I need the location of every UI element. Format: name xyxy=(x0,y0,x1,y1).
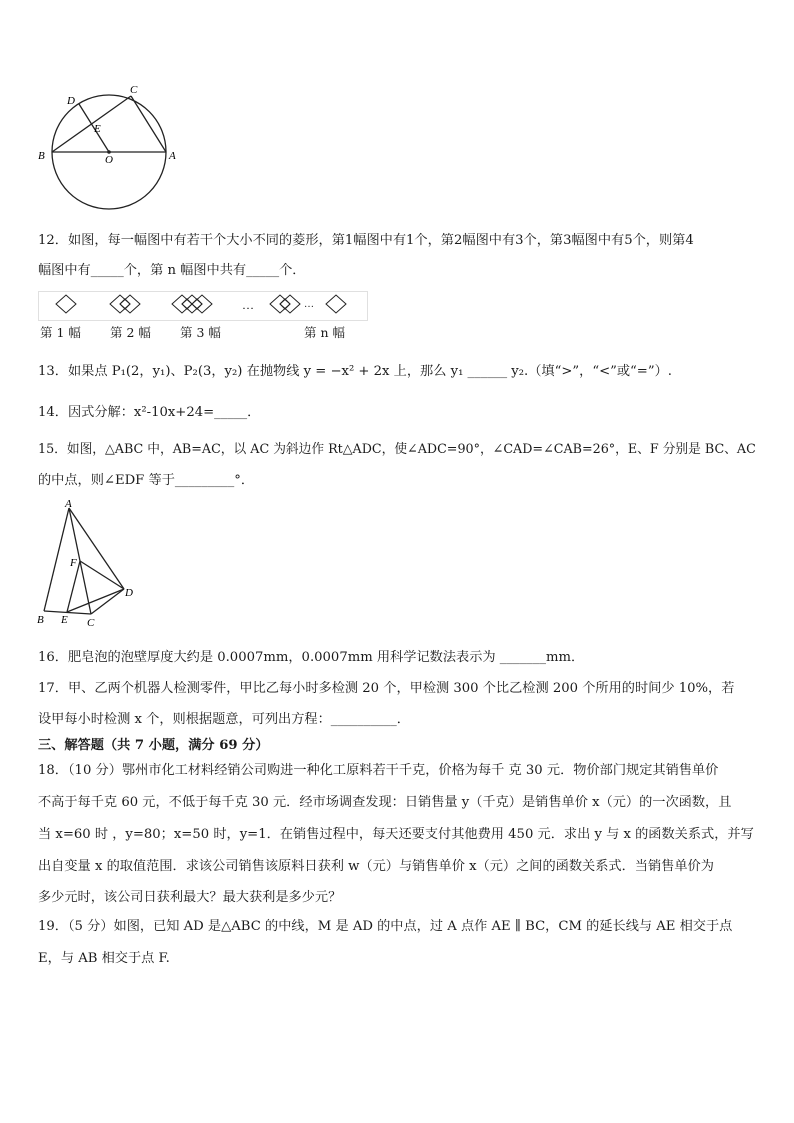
caption-fig1: 第 1 幅 xyxy=(40,325,81,340)
q18-line3: 当 x=60 时 ，y=80；x=50 时，y=1．在销售过程中，每天还要支付其他费用 450 元．求出 y 与 x 的函数关系式，并写 xyxy=(38,827,754,842)
q18-line1: 18．（10 分）鄂州市化工材料经销公司购进一种化工原料若干千克，价格为每千 克 30 元．物价部门规定其销售单价 xyxy=(38,763,719,778)
q17-line1: 17．甲、乙两个机器人检测零件，甲比乙每小时多检测 20 个，甲检测 300 个比乙检测 200 个所用的时间少 10%，若 xyxy=(38,681,735,696)
label-E: E xyxy=(94,123,101,135)
q15-line1: 15．如图，△ABC 中，AB=AC，以 AC 为斜边作 Rt△ADC，使∠ADC=90°，∠CAD=∠CAB=26°，E、F 分别是 BC、AC xyxy=(38,442,756,457)
q14-line: 14．因式分解：x²-10x+24=_____． xyxy=(38,405,261,420)
label-D: D xyxy=(67,95,75,107)
section-title: 三、解答题（共 7 小题，满分 69 分） xyxy=(38,738,269,753)
q19-line1: 19．（5 分）如图，已知 AD 是△ABC 的中线，M 是 AD 的中点，过 A 点作 AE ∥ BC，CM 的延长线与 AE 相交于点 xyxy=(38,919,733,934)
label-B: B xyxy=(38,150,45,162)
circle-figure xyxy=(34,80,184,210)
label-F: F xyxy=(70,557,77,569)
label-C: C xyxy=(130,84,138,96)
q16-line: 16．肥皂泡的泡壁厚度大约是 0.0007mm，0.0007mm 用科学记数法表示为 _______mm． xyxy=(38,650,585,665)
label-O: O xyxy=(105,154,113,166)
caption-fig2: 第 2 幅 xyxy=(110,325,151,340)
q18-line5: 多少元时，该公司日获利最大？最大获利是多少元？ xyxy=(38,890,342,905)
q17-line2: 设甲每小时检测 x 个，则根据题意，可列出方程：__________． xyxy=(38,712,410,727)
q15-line2: 的中点，则∠EDF 等于_________°． xyxy=(38,473,255,488)
q13-line: 13．如果点 P₁(2，y₁)、P₂(3，y₂) 在抛物线 y = −x² + 2x 上，那么 y₁ ______ y₂.（填“>”，“<”或“=”）. xyxy=(38,364,672,379)
label-D: D xyxy=(125,587,133,599)
triangle-figure xyxy=(34,498,144,630)
rhombus-figure xyxy=(38,291,368,321)
q18-line4: 出自变量 x 的取值范围．求该公司销售该原料日获利 w（元）与销售单价 x（元）之间的函数关系式．当销售单价为 xyxy=(38,859,714,874)
q18-line2: 不高于每千克 60 元，不低于每千克 30 元．经市场调查发现：日销售量 y（千克）是销售单价 x（元）的一次函数，且 xyxy=(38,795,732,810)
svg-text:…: … xyxy=(304,299,314,310)
caption-fign: 第 n 幅 xyxy=(304,325,345,340)
label-C: C xyxy=(87,617,95,629)
label-E: E xyxy=(61,614,68,626)
label-A: A xyxy=(169,150,176,162)
label-B: B xyxy=(37,614,44,626)
q12-line1: 12．如图，每一幅图中有若干个大小不同的菱形，第1幅图中有1个，第2幅图中有3个，第3幅图中有5个，则第4 xyxy=(38,233,694,248)
ellipsis: … xyxy=(242,298,254,312)
q19-line2: E，与 AB 相交于点 F. xyxy=(38,951,170,966)
label-A: A xyxy=(65,498,72,510)
caption-fig3: 第 3 幅 xyxy=(180,325,221,340)
q12-line2: 幅图中有_____个，第 n 幅图中共有_____个． xyxy=(38,263,306,278)
